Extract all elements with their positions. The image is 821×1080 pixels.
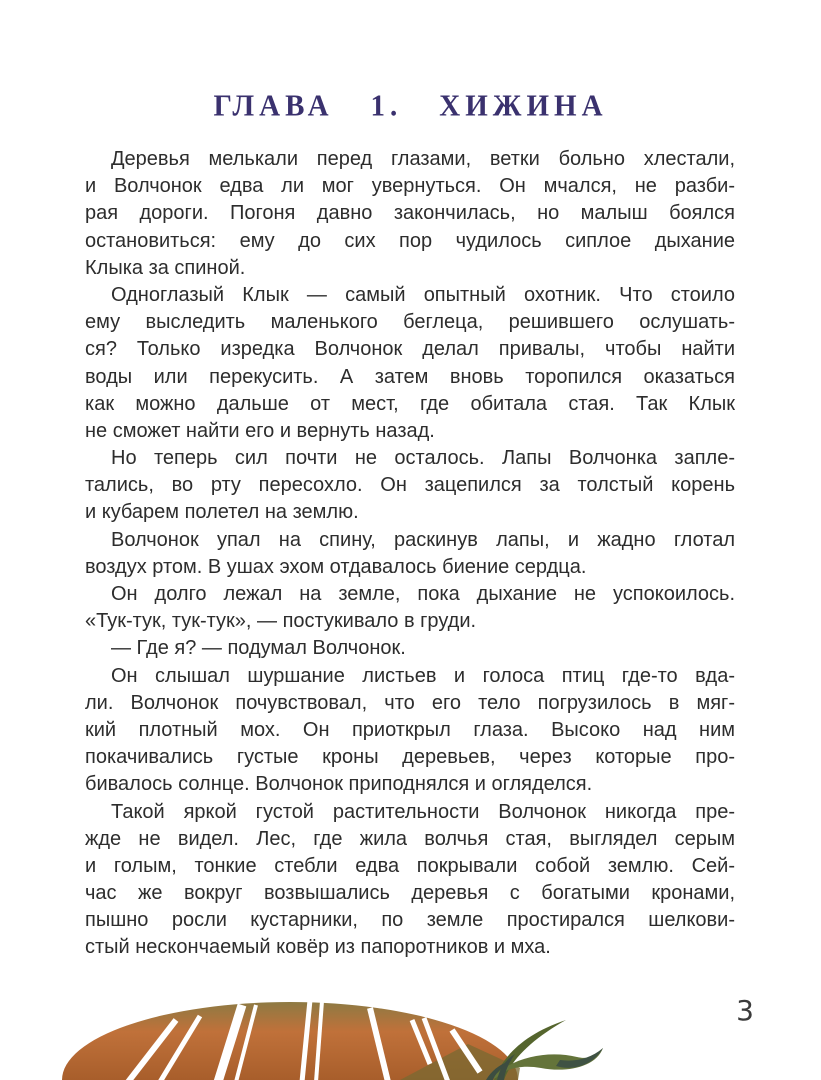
text-line: не сможет найти его и вернуть назад. xyxy=(85,419,435,442)
chapter-word: ГЛАВА xyxy=(213,89,334,123)
text-line: рая дороги. Погоня давно закончилась, но малыш боялся xyxy=(85,202,735,225)
text-line: жде не видел. Лес, где жила волчья стая, выглядел серым xyxy=(85,827,735,850)
paragraph xyxy=(85,527,735,581)
text-line: час же вокруг возвышались деревья с богатыми кронами, xyxy=(85,882,735,905)
text-line: остановиться: ему до сих пор чудилось сиплое дыхание xyxy=(85,229,735,252)
text-line: бивалось солнце. Волчонок приподнялся и огляделся. xyxy=(85,773,593,796)
text-line: ся? Только изредка Волчонок делал привалы, чтобы найти xyxy=(85,338,735,361)
text-line: Но теперь сил почти не осталось. Лапы Волчонка запле- xyxy=(111,447,735,470)
text-line: Он долго лежал на земле, пока дыхание не успокоилось. xyxy=(111,583,735,605)
paragraph xyxy=(85,282,735,445)
text-line: как можно дальше от мест, где обитала стая. Так Клык xyxy=(85,392,735,415)
paragraph xyxy=(85,146,735,282)
text-line: ему выследить маленького беглеца, решившего ослушать- xyxy=(85,311,735,334)
text-line: пышно росли кустарники, по земле простирался шелкови- xyxy=(85,909,735,932)
page-number: 3 xyxy=(736,994,754,1027)
text-line: Одноглазый Клык — самый опытный охотник. Что стоило xyxy=(111,283,735,306)
text-line: и кубарем полетел на землю. xyxy=(85,501,359,524)
text-line: Деревья мелькали перед глазами, ветки больно хлестали, xyxy=(111,148,735,170)
chapter-title: ХИЖИНА xyxy=(439,89,608,123)
chapter-heading xyxy=(0,89,821,123)
text-line: Клыка за спиной. xyxy=(85,256,246,279)
text-line: воздух ртом. В ушах эхом отдавалось биение сердца. xyxy=(85,555,587,578)
text-line: покачивались густые кроны деревьев, через которые про- xyxy=(85,746,735,769)
text-line: ли. Волчонок почувствовал, что его тело погрузилось в мяг- xyxy=(85,691,735,714)
text-line: стый нескончаемый ковёр из папоротников и мха. xyxy=(85,936,551,959)
chapter-number: 1. xyxy=(370,89,403,123)
text-line: Он слышал шуршание листьев и голоса птиц где-то вда- xyxy=(111,664,735,687)
text-line: «Тук-тук, тук-тук», — постукивало в груди. xyxy=(85,610,477,633)
text-line: Такой яркой густой растительности Волчонок никогда пре- xyxy=(111,800,735,823)
text-line: кий плотный мох. Он приоткрыл глаза. Высоко над ним xyxy=(85,718,735,741)
text-line: воды или перекусить. А затем вновь торопился оказаться xyxy=(85,365,735,388)
text-line: и Волчонок едва ли мог увернуться. Он мчался, не разби- xyxy=(85,175,735,198)
body-text xyxy=(85,146,735,962)
paragraph xyxy=(85,635,735,662)
paragraph xyxy=(85,663,735,799)
text-line: Волчонок упал на спину, раскинув лапы, и жадно глотал xyxy=(111,528,735,551)
text-line: — Где я? — подумал Волчонок. xyxy=(111,637,406,660)
grass xyxy=(486,1020,603,1080)
paragraph xyxy=(85,581,735,635)
text-line: и голым, тонкие стебли едва покрывали собой землю. Сей- xyxy=(85,854,735,877)
hut-roof-illustration xyxy=(0,960,821,1080)
text-line: тались, во рту пересохло. Он зацепился за толстый корень xyxy=(85,474,735,497)
paragraph xyxy=(85,799,735,962)
paragraph xyxy=(85,445,735,527)
